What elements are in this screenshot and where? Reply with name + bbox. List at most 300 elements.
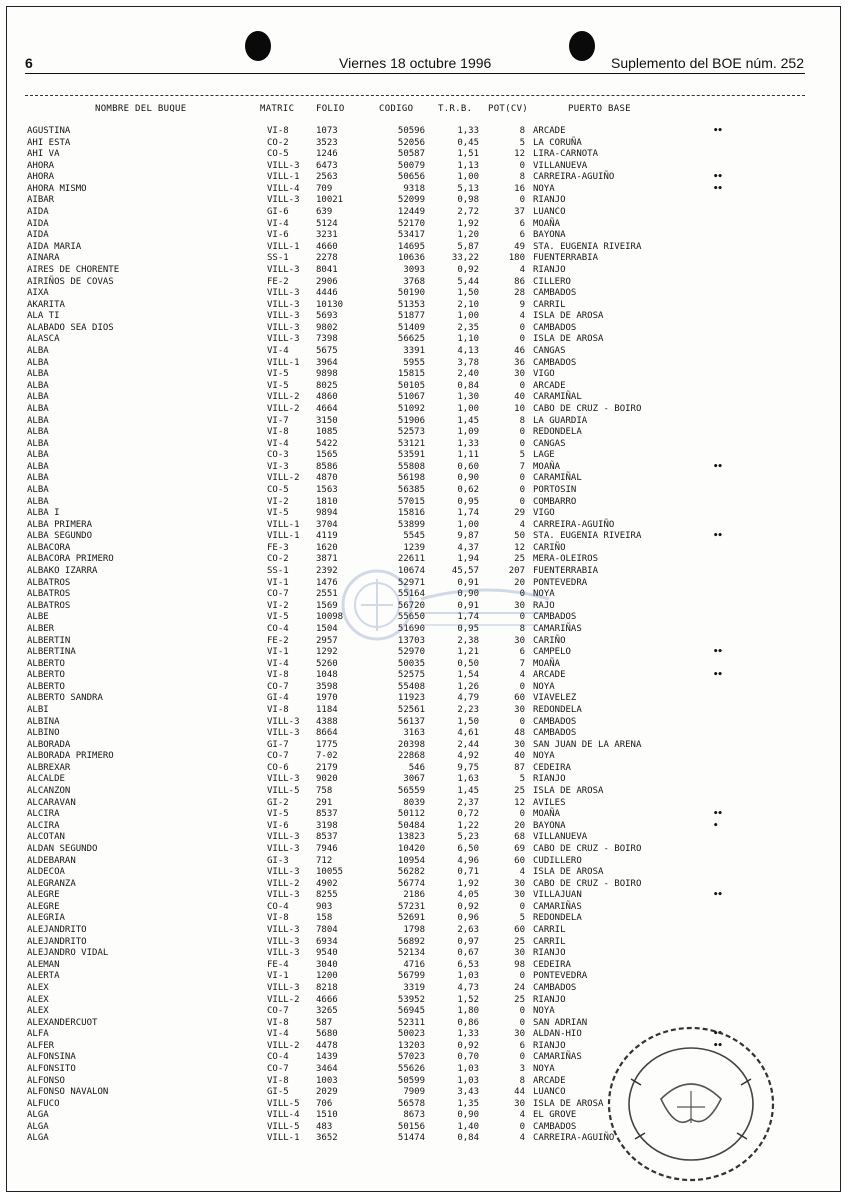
vessel-name: AIRES DE CHORENTE	[27, 264, 120, 275]
table-row	[7, 763, 842, 774]
folio: 1292	[316, 647, 338, 658]
matricula: VI-8	[267, 1017, 289, 1028]
potencia: 30	[514, 1098, 525, 1109]
table-row	[7, 497, 842, 508]
matricula: CO-2	[267, 137, 289, 148]
matricula: VILL-2	[267, 878, 300, 889]
matricula: VILL-2	[267, 392, 300, 403]
matricula: VI-5	[267, 809, 289, 820]
potencia: 0	[519, 1017, 525, 1028]
potencia: 0	[519, 322, 525, 333]
matricula: GI-4	[267, 693, 289, 704]
table-row	[7, 717, 842, 728]
vessel-name: AIRIÑOS DE COVAS	[27, 276, 114, 287]
folio: 3871	[316, 554, 338, 565]
potencia: 0	[519, 612, 525, 623]
matricula: VI-8	[267, 670, 289, 681]
puerto-base: CANGAS	[533, 346, 566, 357]
puerto-base: MOAÑA	[533, 218, 561, 229]
potencia: 0	[519, 484, 525, 495]
folio: 1970	[316, 693, 338, 704]
vessel-name: ALBA	[27, 484, 49, 495]
puerto-base: RIANJO	[533, 948, 566, 959]
puerto-base: RIANJO	[533, 1040, 566, 1051]
trb: 4,37	[457, 542, 479, 553]
folio: 1246	[316, 149, 338, 160]
folio: 1476	[316, 577, 338, 588]
table-row	[7, 242, 842, 253]
puerto-base: BAYONA	[533, 230, 566, 241]
matricula: VILL-3	[267, 299, 300, 310]
codigo: 10636	[397, 253, 425, 264]
folio: 1439	[316, 1052, 338, 1063]
folio: 5675	[316, 346, 338, 357]
potencia: 48	[514, 728, 525, 739]
trb: 2,10	[457, 299, 479, 310]
puerto-base: REDONDELA	[533, 913, 582, 924]
folio: 1563	[316, 484, 338, 495]
folio: 4666	[316, 994, 338, 1005]
potencia: 10	[514, 403, 525, 414]
trb: 0,92	[457, 901, 479, 912]
codigo: 51474	[397, 1133, 425, 1144]
potencia: 16	[514, 183, 525, 194]
vessel-name: ALFONSO NAVALON	[27, 1087, 109, 1098]
matricula: VI-7	[267, 415, 289, 426]
matricula: FE-2	[267, 276, 289, 287]
table-row	[7, 473, 842, 484]
potencia: 0	[519, 1052, 525, 1063]
puerto-base: CANGAS	[533, 438, 566, 449]
vessel-name: ALBACORA	[27, 542, 71, 553]
potencia: 20	[514, 577, 525, 588]
folio: 1510	[316, 1110, 338, 1121]
codigo: 8673	[403, 1110, 425, 1121]
matricula: VILL-1	[267, 172, 300, 183]
codigo: 3768	[403, 276, 425, 287]
table-row	[7, 195, 842, 206]
folio: 1569	[316, 600, 338, 611]
watermark-logo	[337, 555, 557, 655]
trb: 4,61	[457, 728, 479, 739]
vessel-name: ALBERTO SANDRA	[27, 693, 103, 704]
column-header-name: NOMBRE DEL BUQUE	[95, 104, 187, 114]
puerto-base: STA. EUGENIA RIVEIRA	[533, 531, 642, 542]
puerto-base: NOYA	[533, 589, 555, 600]
table-row	[7, 323, 842, 334]
vessel-name: ALBAKO IZARRA	[27, 566, 98, 577]
potencia: 30	[514, 1029, 525, 1040]
folio: 3964	[316, 357, 338, 368]
vessel-name: AKARITA	[27, 299, 65, 310]
codigo: 14695	[397, 241, 425, 252]
folio: 4870	[316, 473, 338, 484]
folio: 5693	[316, 311, 338, 322]
trb: 1,45	[457, 415, 479, 426]
potencia: 0	[519, 380, 525, 391]
folio: 3464	[316, 1063, 338, 1074]
puerto-base: CEDEIRA	[533, 762, 571, 773]
table-row	[7, 172, 842, 183]
folio: 6473	[316, 160, 338, 171]
table-row	[7, 798, 842, 809]
folio: 3040	[316, 959, 338, 970]
puerto-base: VILLAJUAN	[533, 890, 582, 901]
trb: 1,21	[457, 647, 479, 658]
matricula: VILL-2	[267, 403, 300, 414]
folio: 1184	[316, 705, 338, 715]
potencia: 12	[514, 149, 525, 160]
table-row	[7, 937, 842, 948]
trb: 4,13	[457, 346, 479, 357]
codigo: 10420	[397, 843, 425, 854]
matricula: VILL-1	[267, 357, 300, 368]
potencia: 0	[519, 1006, 525, 1017]
matricula: VI-8	[267, 913, 289, 924]
potencia: 6	[519, 230, 525, 241]
table-row	[7, 358, 842, 369]
annotation-mark: •	[713, 820, 718, 831]
codigo: 51092	[397, 403, 425, 414]
codigo: 55650	[397, 612, 425, 623]
matricula: VILL-3	[267, 160, 300, 171]
trb: 3,43	[457, 1087, 479, 1098]
matricula: VILL-3	[267, 925, 300, 936]
matricula: CO-7	[267, 1006, 289, 1017]
table-row	[7, 948, 842, 959]
annotation-mark: ••	[713, 809, 722, 820]
matricula: VILL-1	[267, 531, 300, 542]
vessel-name: AIBAR	[27, 195, 55, 206]
puerto-base: AVILES	[533, 797, 566, 808]
folio: 3523	[316, 137, 338, 148]
table-row	[7, 728, 842, 739]
table-row	[7, 531, 842, 542]
codigo: 50599	[397, 1075, 425, 1086]
puerto-base: CILLERO	[533, 276, 571, 287]
puerto-base: ISLA DE AROSA	[533, 1098, 604, 1109]
potencia: 20	[514, 820, 525, 831]
puerto-base: CEDEIRA	[533, 959, 571, 970]
table-row	[7, 995, 842, 1006]
table-row	[7, 253, 842, 264]
vessel-name: ALBA	[27, 415, 49, 426]
folio: 3704	[316, 519, 338, 530]
trb: 1,03	[457, 971, 479, 982]
codigo: 50112	[397, 809, 425, 820]
codigo: 2186	[403, 890, 425, 901]
folio: 2957	[316, 635, 338, 646]
folio: 4119	[316, 531, 338, 542]
puerto-base: CAMBADOS	[533, 716, 577, 727]
potencia: 4	[519, 1133, 525, 1144]
vessel-name: AHORA	[27, 160, 55, 171]
codigo: 50656	[397, 172, 425, 183]
matricula: VI-2	[267, 600, 289, 611]
potencia: 6	[519, 647, 525, 658]
vessel-name: ALGA	[27, 1110, 49, 1121]
trb: 1,00	[457, 172, 479, 183]
potencia: 7	[519, 461, 525, 472]
potencia: 7	[519, 658, 525, 669]
vessel-name: ALBE	[27, 612, 49, 623]
table-row	[7, 740, 842, 751]
codigo: 56385	[397, 484, 425, 495]
puerto-base: CAMBADOS	[533, 728, 577, 739]
trb: 1,33	[457, 126, 479, 136]
matricula: GI-6	[267, 207, 289, 218]
trb: 2,40	[457, 369, 479, 380]
potencia: 30	[514, 369, 525, 380]
codigo: 13703	[397, 635, 425, 646]
table-row	[7, 913, 842, 924]
puerto-base: CABO DE CRUZ - BOIRO	[533, 843, 642, 854]
codigo: 22611	[397, 554, 425, 565]
folio: 1565	[316, 450, 338, 461]
folio: 4446	[316, 288, 338, 299]
annotation-mark: ••	[713, 461, 722, 472]
puerto-base: RIANJO	[533, 994, 566, 1005]
folio: 587	[316, 1017, 333, 1028]
vessel-name: ALBA PRIMERA	[27, 519, 93, 530]
codigo: 13823	[397, 832, 425, 843]
column-header-trb: T.R.B.	[438, 104, 473, 114]
matricula: VI-5	[267, 369, 289, 380]
codigo: 52970	[397, 647, 425, 658]
codigo: 1798	[403, 925, 425, 936]
codigo: 53952	[397, 994, 425, 1005]
matricula: VI-5	[267, 380, 289, 391]
vessel-name: ALEMAN	[27, 959, 60, 970]
matricula: VILL-2	[267, 994, 300, 1005]
puerto-base: NOYA	[533, 1063, 555, 1074]
folio: 9540	[316, 948, 338, 959]
puerto-base: REDONDELA	[533, 427, 582, 438]
codigo: 55808	[397, 461, 425, 472]
codigo: 12449	[397, 207, 425, 218]
potencia: 24	[514, 982, 525, 993]
vessel-name: ALA TI	[27, 311, 60, 322]
vessel-name: AIDA	[27, 218, 49, 229]
trb: 1,33	[457, 438, 479, 449]
vessel-name: ALEJANDRITO	[27, 936, 87, 947]
potencia: 30	[514, 705, 525, 715]
puerto-base: CARRIL	[533, 936, 566, 947]
document-page	[6, 6, 841, 1192]
vessel-name: AIDA MARIA	[27, 241, 82, 252]
table-row	[7, 844, 842, 855]
trb: 0,91	[457, 600, 479, 611]
table-row	[7, 311, 842, 322]
potencia: 69	[514, 843, 525, 854]
vessel-name: ALBI	[27, 705, 49, 715]
puerto-base: NOYA	[533, 1006, 555, 1017]
vessel-name: AHORA	[27, 172, 55, 183]
vessel-name: ALGA	[27, 1121, 49, 1132]
matricula: CO-4	[267, 623, 289, 634]
folio: 2906	[316, 276, 338, 287]
potencia: 8	[519, 623, 525, 634]
vessel-name: ALDAN SEGUNDO	[27, 843, 98, 854]
puerto-base: RAJO	[533, 600, 555, 611]
trb: 0,45	[457, 137, 479, 148]
trb: 5,23	[457, 832, 479, 843]
potencia: 25	[514, 936, 525, 947]
trb: 5,87	[457, 241, 479, 252]
trb: 2,63	[457, 925, 479, 936]
puerto-base: CAMPELO	[533, 647, 571, 658]
folio: 1810	[316, 496, 338, 507]
codigo: 53899	[397, 519, 425, 530]
trb: 2,72	[457, 207, 479, 218]
matricula: VILL-1	[267, 241, 300, 252]
codigo: 53417	[397, 230, 425, 241]
trb: 1,00	[457, 403, 479, 414]
folio: 1048	[316, 670, 338, 681]
trb: 0,71	[457, 867, 479, 878]
codigo: 10954	[397, 855, 425, 866]
column-header-matric: MATRIC	[260, 104, 295, 114]
folio: 1073	[316, 126, 338, 136]
trb: 1,20	[457, 230, 479, 241]
column-header-rule	[25, 95, 805, 96]
trb: 1,09	[457, 427, 479, 438]
vessel-name: ALFONSO	[27, 1075, 65, 1086]
potencia: 4	[519, 670, 525, 681]
codigo: 7909	[403, 1087, 425, 1098]
trb: 5,44	[457, 276, 479, 287]
vessel-name: ALGA	[27, 1133, 49, 1144]
matricula: GI-7	[267, 739, 289, 750]
codigo: 3319	[403, 982, 425, 993]
puerto-base: NOYA	[533, 183, 555, 194]
matricula: CO-7	[267, 1063, 289, 1074]
vessel-name: ALBERTO	[27, 681, 65, 692]
matricula: VILL-3	[267, 936, 300, 947]
matricula: VILL-3	[267, 982, 300, 993]
table-row	[7, 879, 842, 890]
vessel-name: ALFER	[27, 1040, 55, 1051]
puerto-base: CARREIRA-AGUIÑO	[533, 172, 615, 183]
potencia: 4	[519, 264, 525, 275]
potencia: 30	[514, 635, 525, 646]
annotation-mark: ••	[713, 183, 722, 194]
codigo: 52691	[397, 913, 425, 924]
trb: 1,11	[457, 450, 479, 461]
matricula: FE-3	[267, 542, 289, 553]
potencia: 46	[514, 346, 525, 357]
potencia: 30	[514, 600, 525, 611]
page-number: 6	[25, 55, 33, 71]
codigo: 50156	[397, 1121, 425, 1132]
annotation-mark: ••	[713, 126, 722, 136]
table-row	[7, 381, 842, 392]
binder-hole	[569, 31, 595, 61]
trb: 1,74	[457, 612, 479, 623]
matricula: VI-3	[267, 461, 289, 472]
folio: 9802	[316, 322, 338, 333]
potencia: 8	[519, 415, 525, 426]
trb: 1,52	[457, 994, 479, 1005]
potencia: 30	[514, 878, 525, 889]
potencia: 9	[519, 299, 525, 310]
puerto-base: PONTEVEDRA	[533, 971, 588, 982]
folio: 709	[316, 183, 333, 194]
potencia: 0	[519, 473, 525, 484]
annotation-mark: ••	[713, 1029, 722, 1040]
matricula: VI-4	[267, 346, 289, 357]
potencia: 0	[519, 438, 525, 449]
table-row	[7, 890, 842, 901]
matricula: FE-2	[267, 635, 289, 646]
trb: 5,13	[457, 183, 479, 194]
matricula: VI-5	[267, 612, 289, 623]
codigo: 51067	[397, 392, 425, 403]
table-row	[7, 1006, 842, 1017]
vessel-name: ALBA	[27, 427, 49, 438]
folio: 10021	[316, 195, 344, 206]
folio: 5124	[316, 218, 338, 229]
folio: 2179	[316, 762, 338, 773]
puerto-base: ARCADE	[533, 1075, 566, 1086]
matricula: VILL-5	[267, 1121, 300, 1132]
puerto-base: STA. EUGENIA RIVEIRA	[533, 241, 642, 252]
puerto-base: PORTOSIN	[533, 484, 577, 495]
potencia: 5	[519, 913, 525, 924]
puerto-base: NOYA	[533, 751, 555, 762]
trb: 1,63	[457, 774, 479, 785]
codigo: 3163	[403, 728, 425, 739]
puerto-base: VIGO	[533, 508, 555, 519]
trb: 0,84	[457, 1133, 479, 1144]
potencia: 30	[514, 890, 525, 901]
matricula: FE-4	[267, 959, 289, 970]
vessel-name: ALABADO SEA DIOS	[27, 322, 114, 333]
trb: 0,90	[457, 589, 479, 600]
codigo: 52170	[397, 218, 425, 229]
folio: 10055	[316, 867, 344, 878]
codigo: 51353	[397, 299, 425, 310]
table-row	[7, 149, 842, 160]
potencia: 0	[519, 160, 525, 171]
puerto-base: CAMBADOS	[533, 1121, 577, 1132]
potencia: 0	[519, 334, 525, 345]
vessel-name: ALBA	[27, 473, 49, 484]
matricula: CO-7	[267, 751, 289, 762]
potencia: 6	[519, 218, 525, 229]
potencia: 0	[519, 496, 525, 507]
puerto-base: CARAMIÑAL	[533, 392, 582, 403]
potencia: 8	[519, 1075, 525, 1086]
trb: 4,92	[457, 751, 479, 762]
table-row	[7, 288, 842, 299]
folio: 706	[316, 1098, 333, 1109]
folio: 3198	[316, 820, 338, 831]
table-row	[7, 450, 842, 461]
codigo: 5545	[403, 531, 425, 542]
matricula: GI-5	[267, 1087, 289, 1098]
folio: 2563	[316, 172, 338, 183]
vessel-name: ALBA	[27, 461, 49, 472]
codigo: 56799	[397, 971, 425, 982]
puerto-base: RIANJO	[533, 774, 566, 785]
trb: 1,80	[457, 1006, 479, 1017]
potencia: 87	[514, 762, 525, 773]
folio: 4664	[316, 403, 338, 414]
folio: 10130	[316, 299, 344, 310]
puerto-base: MOAÑA	[533, 809, 561, 820]
potencia: 30	[514, 739, 525, 750]
